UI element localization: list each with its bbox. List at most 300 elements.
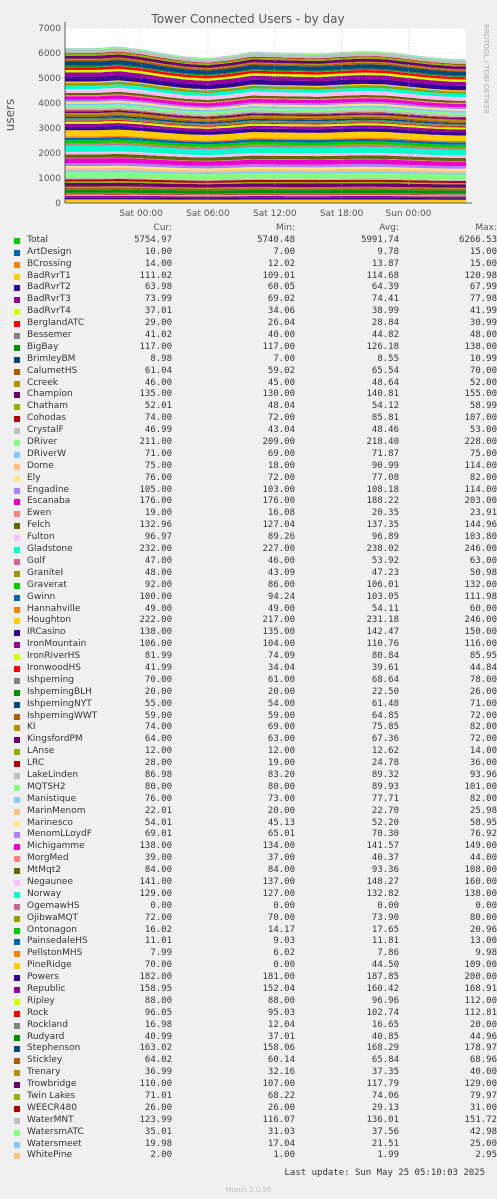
- y-tick-label: 2000: [38, 149, 61, 159]
- legend-swatch: [14, 321, 20, 327]
- legend-min-value: 89.26: [267, 532, 295, 543]
- legend-min-value: 181.00: [262, 972, 295, 983]
- legend-max-value: 149.00: [464, 841, 497, 852]
- legend-min-value: 107.00: [262, 1079, 295, 1090]
- legend-min-value: 72.00: [267, 472, 295, 483]
- legend-cur-value: 8.98: [150, 353, 172, 364]
- legend-cur-value: 123.99: [139, 1114, 172, 1125]
- legend-series-name: Felch: [27, 520, 51, 531]
- legend-series-name: Stephenson: [27, 1043, 81, 1054]
- legend-swatch: [14, 904, 20, 910]
- legend-cur-value: 40.99: [144, 1031, 172, 1042]
- legend-avg-value: 67.36: [371, 734, 399, 745]
- legend-header-avg: Avg:: [379, 223, 399, 233]
- legend-cur-value: 96.05: [144, 1007, 172, 1018]
- legend-avg-value: 96.96: [371, 995, 399, 1006]
- legend-row: [12, 532, 497, 544]
- legend-cur-value: 69.01: [144, 829, 172, 840]
- legend-series-name: IronMountain: [27, 639, 87, 650]
- legend-row: [12, 448, 497, 461]
- legend-cur-value: 106.00: [139, 639, 172, 650]
- legend-row: [12, 567, 497, 580]
- legend-avg-value: 188.22: [366, 496, 399, 507]
- y-tick-label: 3000: [38, 124, 61, 134]
- legend-swatch: [14, 523, 20, 529]
- legend-cur-value: 5754.97: [134, 234, 172, 245]
- legend-series-name: Michigamme: [27, 841, 85, 852]
- legend-row: [12, 662, 497, 675]
- legend-row: [12, 520, 497, 532]
- legend-max-value: 76.92: [469, 829, 497, 840]
- legend-avg-value: 24.78: [371, 758, 399, 769]
- legend-min-value: 83.20: [267, 769, 295, 780]
- legend-row: [12, 377, 497, 390]
- legend-max-value: 112.81: [464, 1007, 497, 1018]
- legend-swatch: [14, 381, 20, 387]
- legend-swatch: [14, 547, 20, 553]
- legend-series-name: Champion: [27, 389, 73, 400]
- legend-series-name: WaterMNT: [27, 1114, 74, 1125]
- legend-row: [12, 1019, 497, 1032]
- legend-swatch: [14, 369, 20, 375]
- legend-cur-value: 81.99: [144, 651, 172, 662]
- legend-avg-value: 64.85: [371, 710, 399, 721]
- legend-avg-value: 11.81: [371, 936, 399, 947]
- legend-avg-value: 53.92: [371, 555, 399, 566]
- legend-min-value: 34.04: [267, 662, 295, 673]
- legend-min-value: 70.00: [267, 912, 295, 923]
- legend-series-name: Ripley: [27, 995, 55, 1006]
- legend-cur-value: 163.02: [139, 1043, 172, 1054]
- legend-avg-value: 64.39: [371, 282, 399, 293]
- legend-max-value: 52.00: [469, 377, 497, 388]
- legend-swatch: [14, 333, 20, 339]
- legend-series-name: Ishpeming: [27, 674, 74, 685]
- legend-series-name: Trowbridge: [27, 1079, 77, 1090]
- legend-cur-value: 74.00: [144, 722, 172, 733]
- legend-cur-value: 16.98: [144, 1019, 172, 1030]
- legend-cur-value: 19.00: [144, 508, 172, 519]
- legend-min-value: 1.00: [273, 1150, 295, 1161]
- legend-min-value: 20.00: [267, 805, 295, 816]
- legend-series-name: Rock: [27, 1007, 49, 1018]
- legend-min-value: 48.04: [267, 401, 295, 412]
- legend-row: [12, 365, 497, 378]
- legend-cur-value: 12.00: [144, 746, 172, 757]
- legend-swatch: [14, 916, 20, 922]
- legend-min-value: 127.04: [262, 520, 295, 531]
- legend-avg-value: 12.62: [371, 746, 399, 757]
- legend-max-value: 82.00: [469, 722, 497, 733]
- legend-swatch: [14, 452, 20, 458]
- legend-max-value: 109.00: [464, 960, 497, 971]
- y-tick-label: 6000: [38, 49, 61, 59]
- legend-max-value: 63.00: [469, 555, 497, 566]
- legend-series-name: BadRvrT3: [27, 294, 71, 305]
- legend-series-name: Fulton: [27, 532, 55, 543]
- legend-max-value: 116.00: [464, 639, 497, 650]
- legend-row: [12, 984, 497, 996]
- legend-row: [12, 1102, 497, 1115]
- legend-cur-value: 86.98: [144, 769, 172, 780]
- legend-min-value: 137.00: [262, 876, 295, 887]
- legend-min-value: 37.00: [267, 853, 295, 864]
- legend-series-name: Engadine: [27, 484, 70, 495]
- legend-series-name: Hannahville: [27, 603, 81, 614]
- legend-row: [12, 698, 497, 711]
- legend-row: [12, 722, 497, 734]
- legend-swatch: [14, 725, 20, 731]
- legend-avg-value: 17.65: [371, 924, 399, 935]
- legend-cur-value: 59.00: [144, 710, 172, 721]
- legend-series-name: BigBay: [27, 341, 59, 352]
- legend-cur-value: 41.02: [144, 330, 172, 341]
- legend-row: [12, 1138, 497, 1151]
- legend-min-value: 59.00: [267, 710, 295, 721]
- legend-max-value: 160.00: [464, 876, 497, 887]
- legend-row: [12, 960, 497, 972]
- legend-row: [12, 912, 497, 925]
- legend-row: [12, 888, 497, 901]
- legend-min-value: 95.03: [267, 1007, 295, 1018]
- legend-swatch: [14, 856, 20, 862]
- legend-cur-value: 74.00: [144, 413, 172, 424]
- legend-min-value: 12.04: [267, 1019, 295, 1030]
- legend-max-value: 71.00: [469, 698, 497, 709]
- legend-swatch: [14, 345, 20, 351]
- legend-row: [12, 781, 497, 794]
- legend-swatch: [14, 607, 20, 613]
- legend-series-name: Rudyard: [27, 1031, 65, 1042]
- legend-min-value: 65.01: [267, 829, 295, 840]
- legend-series-name: BadRvrT4: [27, 306, 71, 317]
- legend-cur-value: 41.99: [144, 662, 172, 673]
- legend-row: [12, 1055, 497, 1067]
- legend-min-value: 16.08: [267, 508, 295, 519]
- legend-series-name: MarinMenom: [27, 805, 86, 816]
- legend-series-name: LRC: [27, 758, 45, 769]
- legend-series-name: Watersmeet: [27, 1138, 82, 1149]
- legend-cur-value: 117.00: [139, 341, 172, 352]
- legend-cur-value: 88.00: [144, 995, 172, 1006]
- legend: [12, 223, 497, 1162]
- legend-min-value: 40.00: [267, 330, 295, 341]
- legend-series-name: Graverat: [27, 579, 67, 590]
- legend-row: [12, 876, 497, 889]
- legend-max-value: 10.99: [469, 353, 497, 364]
- legend-row: [12, 865, 497, 877]
- legend-swatch: [14, 404, 20, 410]
- legend-cur-value: 232.00: [139, 544, 172, 555]
- legend-max-value: 53.00: [469, 425, 497, 436]
- legend-swatch: [14, 1046, 20, 1052]
- legend-max-value: 36.00: [469, 758, 497, 769]
- legend-series-name: Golf: [27, 555, 46, 566]
- legend-cur-value: 138.00: [139, 627, 172, 638]
- legend-series-name: BadRvrT2: [27, 282, 71, 293]
- legend-cur-value: 71.00: [144, 448, 172, 459]
- legend-swatch: [14, 1094, 20, 1100]
- legend-series-name: Gwinn: [27, 591, 56, 602]
- legend-series-name: WEECR480: [27, 1102, 77, 1113]
- legend-avg-value: 9.78: [377, 246, 399, 257]
- legend-cur-value: 46.00: [144, 377, 172, 388]
- legend-avg-value: 5991.74: [361, 234, 399, 245]
- legend-cur-value: 96.97: [144, 532, 172, 543]
- legend-series-name: Twin Lakes: [27, 1091, 76, 1102]
- legend-cur-value: 92.00: [144, 579, 172, 590]
- legend-max-value: 79.97: [469, 1091, 497, 1102]
- legend-avg-value: 93.36: [371, 865, 399, 876]
- legend-min-value: 60.14: [267, 1055, 295, 1066]
- legend-swatch: [14, 499, 20, 505]
- legend-max-value: 93.96: [469, 769, 497, 780]
- legend-row: [12, 805, 497, 818]
- legend-avg-value: 231.18: [366, 615, 399, 626]
- legend-row: [12, 686, 497, 699]
- last-update: Last update: Sun May 25 05:10:03 2025: [284, 1168, 485, 1178]
- legend-cur-value: 75.00: [144, 460, 172, 471]
- legend-row: [12, 294, 497, 306]
- legend-swatch: [14, 1023, 20, 1029]
- legend-max-value: 50.98: [469, 567, 497, 578]
- legend-row: [12, 544, 497, 556]
- legend-row: [12, 318, 497, 330]
- legend-series-name: WatersmATC: [27, 1126, 84, 1137]
- legend-max-value: 2.95: [475, 1150, 497, 1161]
- legend-swatch: [14, 440, 20, 446]
- legend-row: [12, 246, 497, 259]
- legend-swatch: [14, 297, 20, 303]
- legend-series-name: LakeLinden: [27, 769, 79, 780]
- legend-swatch: [14, 749, 20, 755]
- legend-cur-value: 110.00: [139, 1079, 172, 1090]
- legend-series-name: BadRvrT1: [27, 270, 71, 281]
- legend-cur-value: 2.00: [150, 1150, 172, 1161]
- legend-header-cur: Cur:: [153, 223, 172, 233]
- legend-avg-value: 39.61: [371, 662, 399, 673]
- legend-avg-value: 160.42: [366, 984, 399, 994]
- legend-min-value: 46.00: [267, 555, 295, 566]
- legend-row: [12, 306, 497, 318]
- legend-min-value: 7.00: [273, 353, 295, 364]
- legend-swatch: [14, 488, 20, 494]
- legend-min-value: 26.00: [267, 1102, 295, 1113]
- legend-max-value: 120.98: [464, 270, 497, 281]
- legend-min-value: 109.01: [262, 270, 295, 281]
- legend-avg-value: 54.12: [371, 401, 399, 412]
- legend-avg-value: 218.40: [366, 437, 399, 448]
- x-tick-label: Sat 12:00: [253, 209, 297, 219]
- legend-row: [12, 341, 497, 354]
- legend-max-value: 20.00: [469, 1019, 497, 1030]
- legend-avg-value: 29.13: [371, 1102, 399, 1113]
- legend-min-value: 217.00: [262, 615, 295, 626]
- legend-swatch: [14, 868, 20, 874]
- legend-swatch: [14, 951, 20, 957]
- legend-cur-value: 0.00: [150, 900, 172, 911]
- legend-min-value: 209.00: [262, 437, 295, 448]
- y-tick-label: 7000: [38, 24, 61, 34]
- legend-swatch: [14, 737, 20, 743]
- legend-swatch: [14, 583, 20, 589]
- legend-avg-value: 89.93: [371, 781, 399, 792]
- legend-cur-value: 61.04: [144, 365, 172, 376]
- legend-row: [12, 234, 497, 247]
- legend-series-name: Negaunee: [27, 876, 73, 887]
- legend-max-value: 228.00: [464, 437, 497, 448]
- legend-swatch: [14, 880, 20, 886]
- legend-avg-value: 22.70: [371, 805, 399, 816]
- legend-max-value: 75.00: [469, 448, 497, 459]
- y-tick-label: 0: [55, 199, 61, 209]
- legend-cur-value: 14.00: [144, 258, 172, 269]
- legend-avg-value: 168.29: [366, 1043, 399, 1054]
- legend-cur-value: 22.01: [144, 805, 172, 816]
- x-tick-label: Sat 18:00: [319, 209, 364, 219]
- legend-max-value: 85.95: [469, 651, 497, 662]
- legend-avg-value: 37.56: [371, 1126, 399, 1137]
- legend-cur-value: 36.99: [144, 1067, 172, 1078]
- legend-min-value: 45.13: [267, 817, 295, 828]
- legend-avg-value: 85.81: [371, 413, 399, 424]
- legend-max-value: 103.80: [464, 532, 497, 543]
- legend-row: [12, 817, 497, 830]
- legend-row: [12, 853, 497, 865]
- legend-avg-value: 80.84: [371, 651, 399, 662]
- legend-row: [12, 793, 497, 806]
- legend-row: [12, 270, 497, 283]
- legend-cur-value: 54.01: [144, 817, 172, 828]
- legend-min-value: 127.00: [262, 888, 295, 899]
- legend-min-value: 69.00: [267, 448, 295, 459]
- legend-cur-value: 111.02: [139, 270, 172, 281]
- legend-swatch: [14, 595, 20, 601]
- legend-series-name: Rockland: [27, 1019, 68, 1030]
- legend-max-value: 72.00: [469, 710, 497, 721]
- legend-avg-value: 65.54: [371, 365, 399, 376]
- legend-swatch: [14, 1035, 20, 1041]
- legend-min-value: 130.00: [262, 389, 295, 400]
- legend-series-name: Chatham: [27, 401, 69, 412]
- legend-swatch: [14, 571, 20, 577]
- legend-max-value: 25.00: [469, 1138, 497, 1149]
- legend-cur-value: 141.00: [139, 876, 172, 887]
- legend-max-value: 114.00: [464, 460, 497, 471]
- legend-series-name: Marinesco: [27, 817, 73, 828]
- legend-avg-value: 16.65: [371, 1019, 399, 1030]
- legend-series-name: IshpemingBLH: [27, 686, 92, 697]
- legend-min-value: 94.24: [267, 591, 295, 602]
- legend-header-max: Max:: [475, 223, 497, 233]
- legend-series-name: CalumetHS: [27, 365, 78, 376]
- legend-swatch: [14, 630, 20, 636]
- legend-swatch: [14, 999, 20, 1005]
- legend-cur-value: 55.00: [144, 698, 172, 709]
- legend-cur-value: 48.00: [144, 567, 172, 578]
- legend-swatch: [14, 357, 20, 363]
- legend-avg-value: 137.35: [366, 520, 399, 531]
- legend-row: [12, 734, 497, 746]
- legend-avg-value: 28.84: [371, 318, 399, 329]
- legend-avg-value: 0.00: [377, 900, 399, 911]
- x-tick-label: Sun 00:00: [385, 209, 432, 219]
- legend-row: [12, 282, 497, 294]
- legend-cur-value: 72.00: [144, 912, 172, 923]
- legend-avg-value: 126.18: [366, 341, 399, 352]
- legend-avg-value: 74.41: [371, 294, 399, 305]
- legend-swatch: [14, 1142, 20, 1148]
- legend-max-value: 15.00: [469, 246, 497, 257]
- legend-min-value: 7.00: [273, 246, 295, 257]
- legend-swatch: [14, 963, 20, 969]
- legend-cur-value: 46.99: [144, 425, 172, 436]
- legend-max-value: 101.00: [464, 781, 497, 792]
- legend-cur-value: 70.00: [144, 960, 172, 971]
- legend-min-value: 31.03: [267, 1126, 295, 1137]
- legend-min-value: 5740.48: [257, 234, 295, 245]
- legend-row: [12, 758, 497, 770]
- legend-cur-value: 52.01: [144, 401, 172, 412]
- x-tick-label: Sat 00:00: [119, 209, 163, 219]
- legend-swatch: [14, 238, 20, 244]
- legend-min-value: 54.00: [267, 698, 295, 709]
- legend-cur-value: 7.99: [150, 948, 172, 959]
- legend-max-value: 178.97: [464, 1043, 497, 1054]
- legend-max-value: 58.99: [469, 401, 497, 412]
- legend-series-name: MtMqt2: [27, 865, 62, 876]
- legend-avg-value: 73.90: [371, 912, 399, 923]
- legend-avg-value: 65.84: [371, 1055, 399, 1066]
- legend-avg-value: 8.55: [377, 353, 399, 364]
- legend-row: [12, 472, 497, 485]
- legend-min-value: 134.00: [262, 841, 295, 852]
- legend-avg-value: 37.35: [371, 1067, 399, 1078]
- legend-row: [12, 437, 497, 449]
- legend-min-value: 20.00: [267, 686, 295, 697]
- legend-swatch: [14, 785, 20, 791]
- legend-series-name: BrimleyBM: [27, 353, 76, 364]
- legend-row: [12, 936, 497, 948]
- legend-row: [12, 1031, 497, 1044]
- legend-header-min: Min:: [275, 223, 295, 233]
- legend-series-name: Ewen: [27, 508, 52, 519]
- legend-avg-value: 44.50: [371, 960, 399, 971]
- legend-row: [12, 1126, 497, 1139]
- legend-max-value: 151.72: [464, 1114, 497, 1125]
- legend-max-value: 78.00: [469, 674, 497, 685]
- legend-max-value: 200.00: [464, 972, 497, 983]
- legend-series-name: Cohodas: [27, 413, 66, 424]
- legend-min-value: 60.05: [267, 282, 295, 293]
- legend-avg-value: 61.48: [371, 698, 399, 709]
- legend-row: [12, 258, 497, 271]
- legend-row: [12, 555, 497, 568]
- legend-avg-value: 102.74: [366, 1007, 399, 1018]
- legend-max-value: 108.00: [464, 865, 497, 876]
- legend-max-value: 132.00: [464, 579, 497, 590]
- legend-row: [12, 1007, 497, 1020]
- legend-row: [12, 627, 497, 639]
- legend-cur-value: 39.00: [144, 853, 172, 864]
- legend-cur-value: 182.00: [139, 972, 172, 983]
- legend-max-value: 67.99: [469, 282, 497, 293]
- legend-min-value: 158.06: [262, 1043, 295, 1054]
- legend-avg-value: 47.23: [371, 567, 399, 578]
- legend-swatch: [14, 690, 20, 696]
- legend-min-value: 68.22: [267, 1091, 295, 1102]
- legend-min-value: 19.00: [267, 758, 295, 769]
